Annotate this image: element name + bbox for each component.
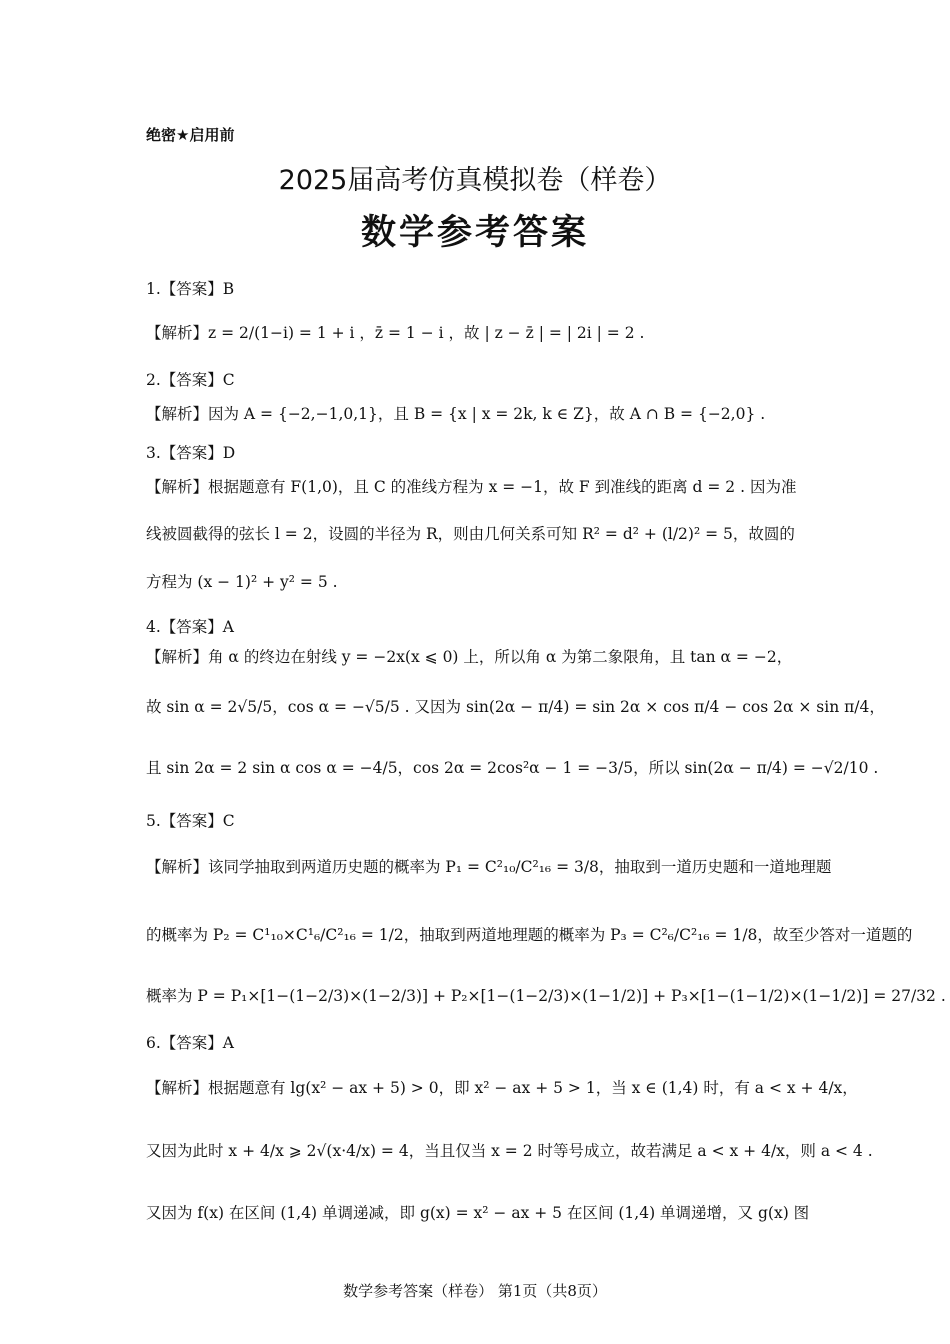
solution-6-line-3: 又因为 f(x) 在区间 (1,4) 单调递减，即 g(x) = x² − ax + 5 在区间 (1,4) 单调递增，又 g(x) 图 bbox=[146, 1204, 810, 1222]
answer-4: 4.【答案】A bbox=[146, 618, 234, 636]
exam-title: 2025届高考仿真模拟卷（样卷） bbox=[278, 165, 672, 196]
answer-5: 5.【答案】C bbox=[146, 812, 235, 830]
solution-6-line-2: 又因为此时 x + 4/x ⩾ 2√(x·4/x) = 4，当且仅当 x = 2 时等号成立，故若满足 a < x + 4/x，则 a < 4 . bbox=[146, 1142, 873, 1160]
answer-3: 3.【答案】D bbox=[146, 444, 236, 462]
solution-1-line-1: 【解析】z = 2/(1−i) = 1 + i ，z̄ = 1 − i ，故 | z − z̄ | = | 2i | = 2 . bbox=[146, 324, 645, 342]
confidential-label: 绝密★启用前 bbox=[146, 126, 235, 144]
solution-3-line-1: 【解析】根据题意有 F(1,0)，且 C 的准线方程为 x = −1，故 F 到准线的距离 d = 2 . 因为准 bbox=[146, 478, 797, 496]
answer-title: 数学参考答案 bbox=[360, 213, 589, 253]
solution-4-line-1: 【解析】角 α 的终边在射线 y = −2x(x ⩽ 0) 上，所以角 α 为第二象限角，且 tan α = −2， bbox=[146, 648, 793, 666]
solution-5-line-1: 【解析】该同学抽取到两道历史题的概率为 P₁ = C²₁₀/C²₁₆ = 3/8，抽取到一道历史题和一道地理题 bbox=[146, 858, 832, 876]
solution-2-line-1: 【解析】因为 A = {−2,−1,0,1}，且 B = {x | x = 2k, k ∈ Z}，故 A ∩ B = {−2,0} . bbox=[146, 405, 766, 423]
solution-5-line-2: 的概率为 P₂ = C¹₁₀×C¹₆/C²₁₆ = 1/2，抽取到两道地理题的概率为 P₃ = C²₆/C²₁₆ = 1/8，故至少答对一道题的 bbox=[146, 926, 913, 944]
answer-1: 1.【答案】B bbox=[146, 280, 235, 298]
solution-3-line-3: 方程为 (x − 1)² + y² = 5 . bbox=[146, 573, 338, 591]
page-footer: 数学参考答案（样卷） 第1页（共8页） bbox=[343, 1282, 607, 1300]
solution-3-line-2: 线被圆截得的弦长 l = 2，设圆的半径为 R，则由几何关系可知 R² = d² + (l/2)² = 5，故圆的 bbox=[146, 525, 795, 543]
solution-6-line-1: 【解析】根据题意有 lg(x² − ax + 5) > 0，即 x² − ax + 5 > 1，当 x ∈ (1,4) 时，有 a < x + 4/x， bbox=[146, 1079, 858, 1097]
answer-2: 2.【答案】C bbox=[146, 371, 235, 389]
answer-6: 6.【答案】A bbox=[146, 1034, 234, 1052]
solution-5-line-3: 概率为 P = P₁×[1−(1−2/3)×(1−2/3)] + P₂×[1−(1−2/3)×(1−1/2)] + P₃×[1−(1−1/2)×(1−1/2)] = 27/32 . bbox=[146, 987, 946, 1005]
solution-4-line-3: 且 sin 2α = 2 sin α cos α = −4/5，cos 2α = 2cos²α − 1 = −3/5，所以 sin(2α − π/4) = −√2/10 . bbox=[146, 759, 879, 777]
solution-4-line-2: 故 sin α = 2√5/5，cos α = −√5/5 . 又因为 sin(2α − π/4) = sin 2α × cos π/4 − cos 2α × sin π/4， bbox=[146, 698, 885, 716]
